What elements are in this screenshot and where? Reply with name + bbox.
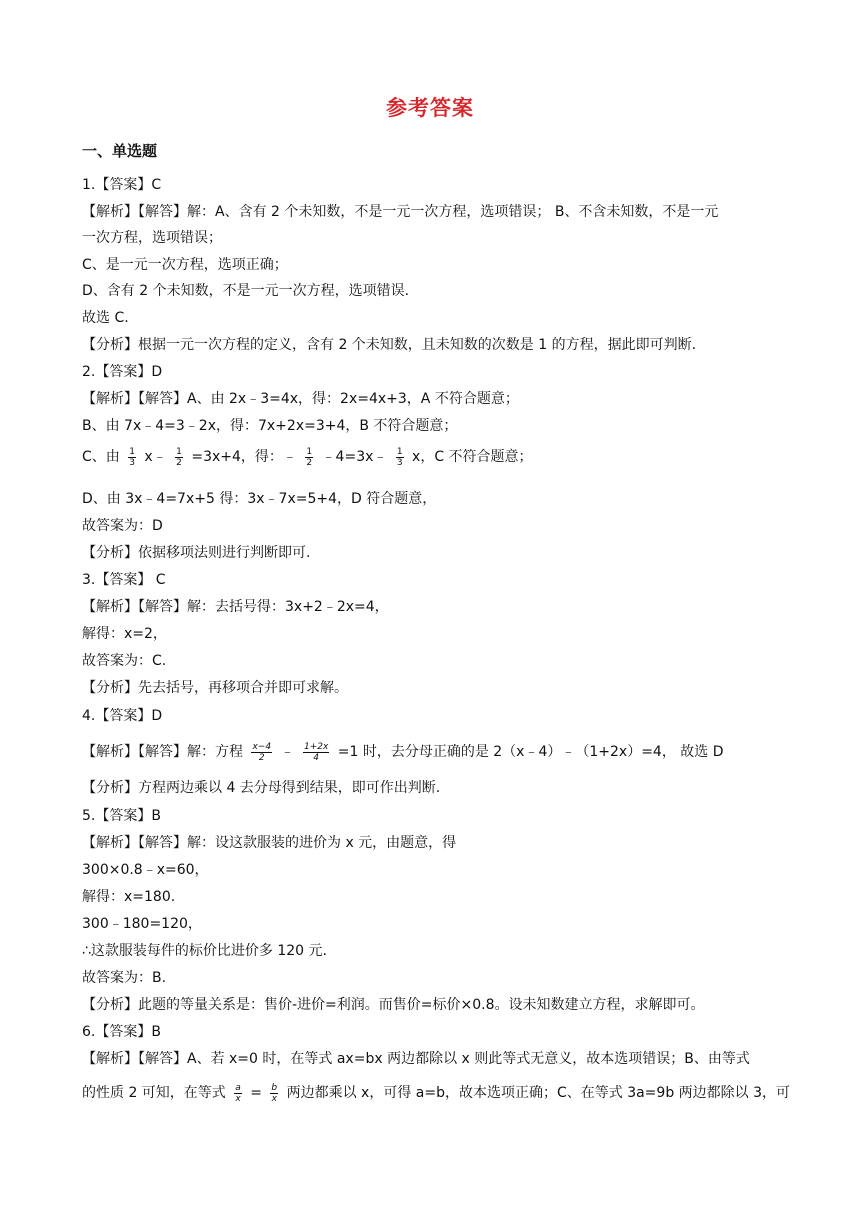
fraction-numerator: a [235, 1082, 241, 1093]
q2-c-mid2: =3x+4，得：﹣ [191, 449, 297, 465]
section-heading: 一、单选题 [82, 142, 158, 160]
q2-fenxi: 【分析】依据移项法则进行判断即可. [82, 545, 311, 561]
fraction-numerator: 1 [129, 446, 135, 457]
q1-conclusion: 故选 C. [82, 310, 129, 326]
q3-fenxi: 【分析】先去括号，再移项合并即可求解。 [82, 680, 348, 696]
q4-fenxi: 【分析】方程两边乘以 4 去分母得到结果，即可作出判断. [82, 780, 441, 796]
fraction-denominator: x [271, 1093, 277, 1104]
q1-analysis-line-1: 【解析】【解答】解：A、含有 2 个未知数，不是一元一次方程，选项错误； B、不含未知数，不是一元 [82, 204, 719, 220]
q5-analysis-line-1: 【解析】【解答】解：设这款服装的进价为 x 元，由题意，得 [82, 835, 457, 851]
q2-option-d: D、由 3x﹣4=7x+5 得：3x﹣7x=5+4，D 符合题意， [82, 491, 437, 507]
fraction-numerator: 1 [396, 446, 403, 457]
q1-answer: 1.【答案】C [82, 177, 162, 193]
q2-c-post: x，C 不符合题意； [412, 449, 533, 465]
fraction [251, 742, 272, 763]
q3-answer: 3.【答案】 C [82, 572, 166, 588]
q5-analysis-line-3: 解得：x=180. [82, 889, 176, 905]
fraction-denominator: 3 [129, 457, 135, 468]
q2-conclusion: 故答案为：D [82, 518, 163, 534]
q3-analysis-line-1: 【解析】【解答】解：去括号得：3x+2﹣2x=4， [82, 599, 389, 615]
fraction-denominator: 2 [176, 457, 182, 468]
q2-c-pre: C、由 [82, 449, 120, 465]
q5-analysis-line-2: 300×0.8﹣x=60， [82, 862, 209, 878]
fraction-denominator: x [235, 1093, 241, 1104]
q4-analysis [82, 735, 782, 769]
q2-option-a: 【解析】【解答】A、由 2x﹣3=4x，得：2x=4x+3，A 不符合题意； [82, 391, 519, 407]
q4-post: =1 时，去分母正确的是 2（x﹣4）﹣（1+2x）=4， 故选 D [337, 744, 724, 760]
fraction [396, 447, 404, 468]
q4-mid: ﹣ [280, 744, 295, 760]
fraction-numerator: b [271, 1082, 278, 1093]
q2-c-mid3: ﹣4=3x﹣ [321, 449, 388, 465]
fraction-numerator: 1 [306, 446, 313, 457]
q2-option-c [82, 440, 782, 474]
fraction-denominator: 2 [258, 752, 265, 763]
q3-analysis-line-2: 解得：x=2， [82, 626, 167, 642]
q6-analysis-line-1: 【解析】【解答】A、若 x=0 时，在等式 ax=bx 两边都除以 x 则此等式无意义，故本选项错误；B、由等式 [82, 1051, 750, 1067]
fraction-numerator: 1+2x [303, 741, 329, 752]
fraction [305, 447, 313, 468]
q6-answer: 6.【答案】B [82, 1024, 161, 1040]
q6-eq: = [250, 1085, 262, 1101]
q5-analysis-line-5: ∴这款服装每件的标价比进价多 120 元. [82, 943, 327, 959]
q5-conclusion: 故答案为：B. [82, 970, 167, 986]
fraction-denominator: 2 [306, 457, 313, 468]
q2-option-b: B、由 7x﹣4=3﹣2x，得：7x+2x=3+4，B 不符合题意； [82, 418, 458, 434]
q1-fenxi: 【分析】根据一元一次方程的定义，含有 2 个未知数，且未知数的次数是 1 的方程，据此即可判断. [82, 337, 697, 353]
q5-analysis-line-4: 300﹣180=120， [82, 916, 202, 932]
q6-pre: 的性质 2 可知，在等式 [82, 1085, 226, 1101]
q1-option-d: D、含有 2 个未知数，不是一元一次方程，选项错误. [82, 283, 410, 299]
q2-c-mid1: x﹣ [144, 449, 167, 465]
q2-answer: 2.【答案】D [82, 364, 163, 380]
q6-post: 两边都乘以 x，可得 a=b，故本选项正确；C、在等式 3a=9b 两边都除以 3，可 [286, 1085, 791, 1101]
q5-answer: 5.【答案】B [82, 808, 161, 824]
q5-fenxi: 【分析】此题的等量关系是：售价-进价=利润。而售价=标价×0.8。设未知数建立方程，求解即可。 [82, 997, 705, 1013]
fraction [270, 1083, 278, 1104]
q3-conclusion: 故答案为：C. [82, 653, 167, 669]
fraction-numerator: x−4 [252, 741, 272, 752]
q6-analysis-line-2 [82, 1076, 791, 1110]
fraction [303, 742, 329, 763]
fraction [128, 447, 136, 468]
q1-option-c: C、是一元一次方程，选项正确； [82, 257, 288, 273]
fraction [175, 447, 183, 468]
page-title: 参考答案 [386, 96, 474, 120]
fraction-numerator: 1 [176, 446, 182, 457]
fraction-denominator: 3 [396, 457, 403, 468]
q1-analysis-line-2: 一次方程，选项错误； [82, 230, 222, 246]
q4-answer: 4.【答案】D [82, 708, 163, 724]
fraction-denominator: 4 [313, 752, 319, 763]
fraction [234, 1083, 242, 1104]
q4-pre: 【解析】【解答】解：方程 [82, 744, 243, 760]
